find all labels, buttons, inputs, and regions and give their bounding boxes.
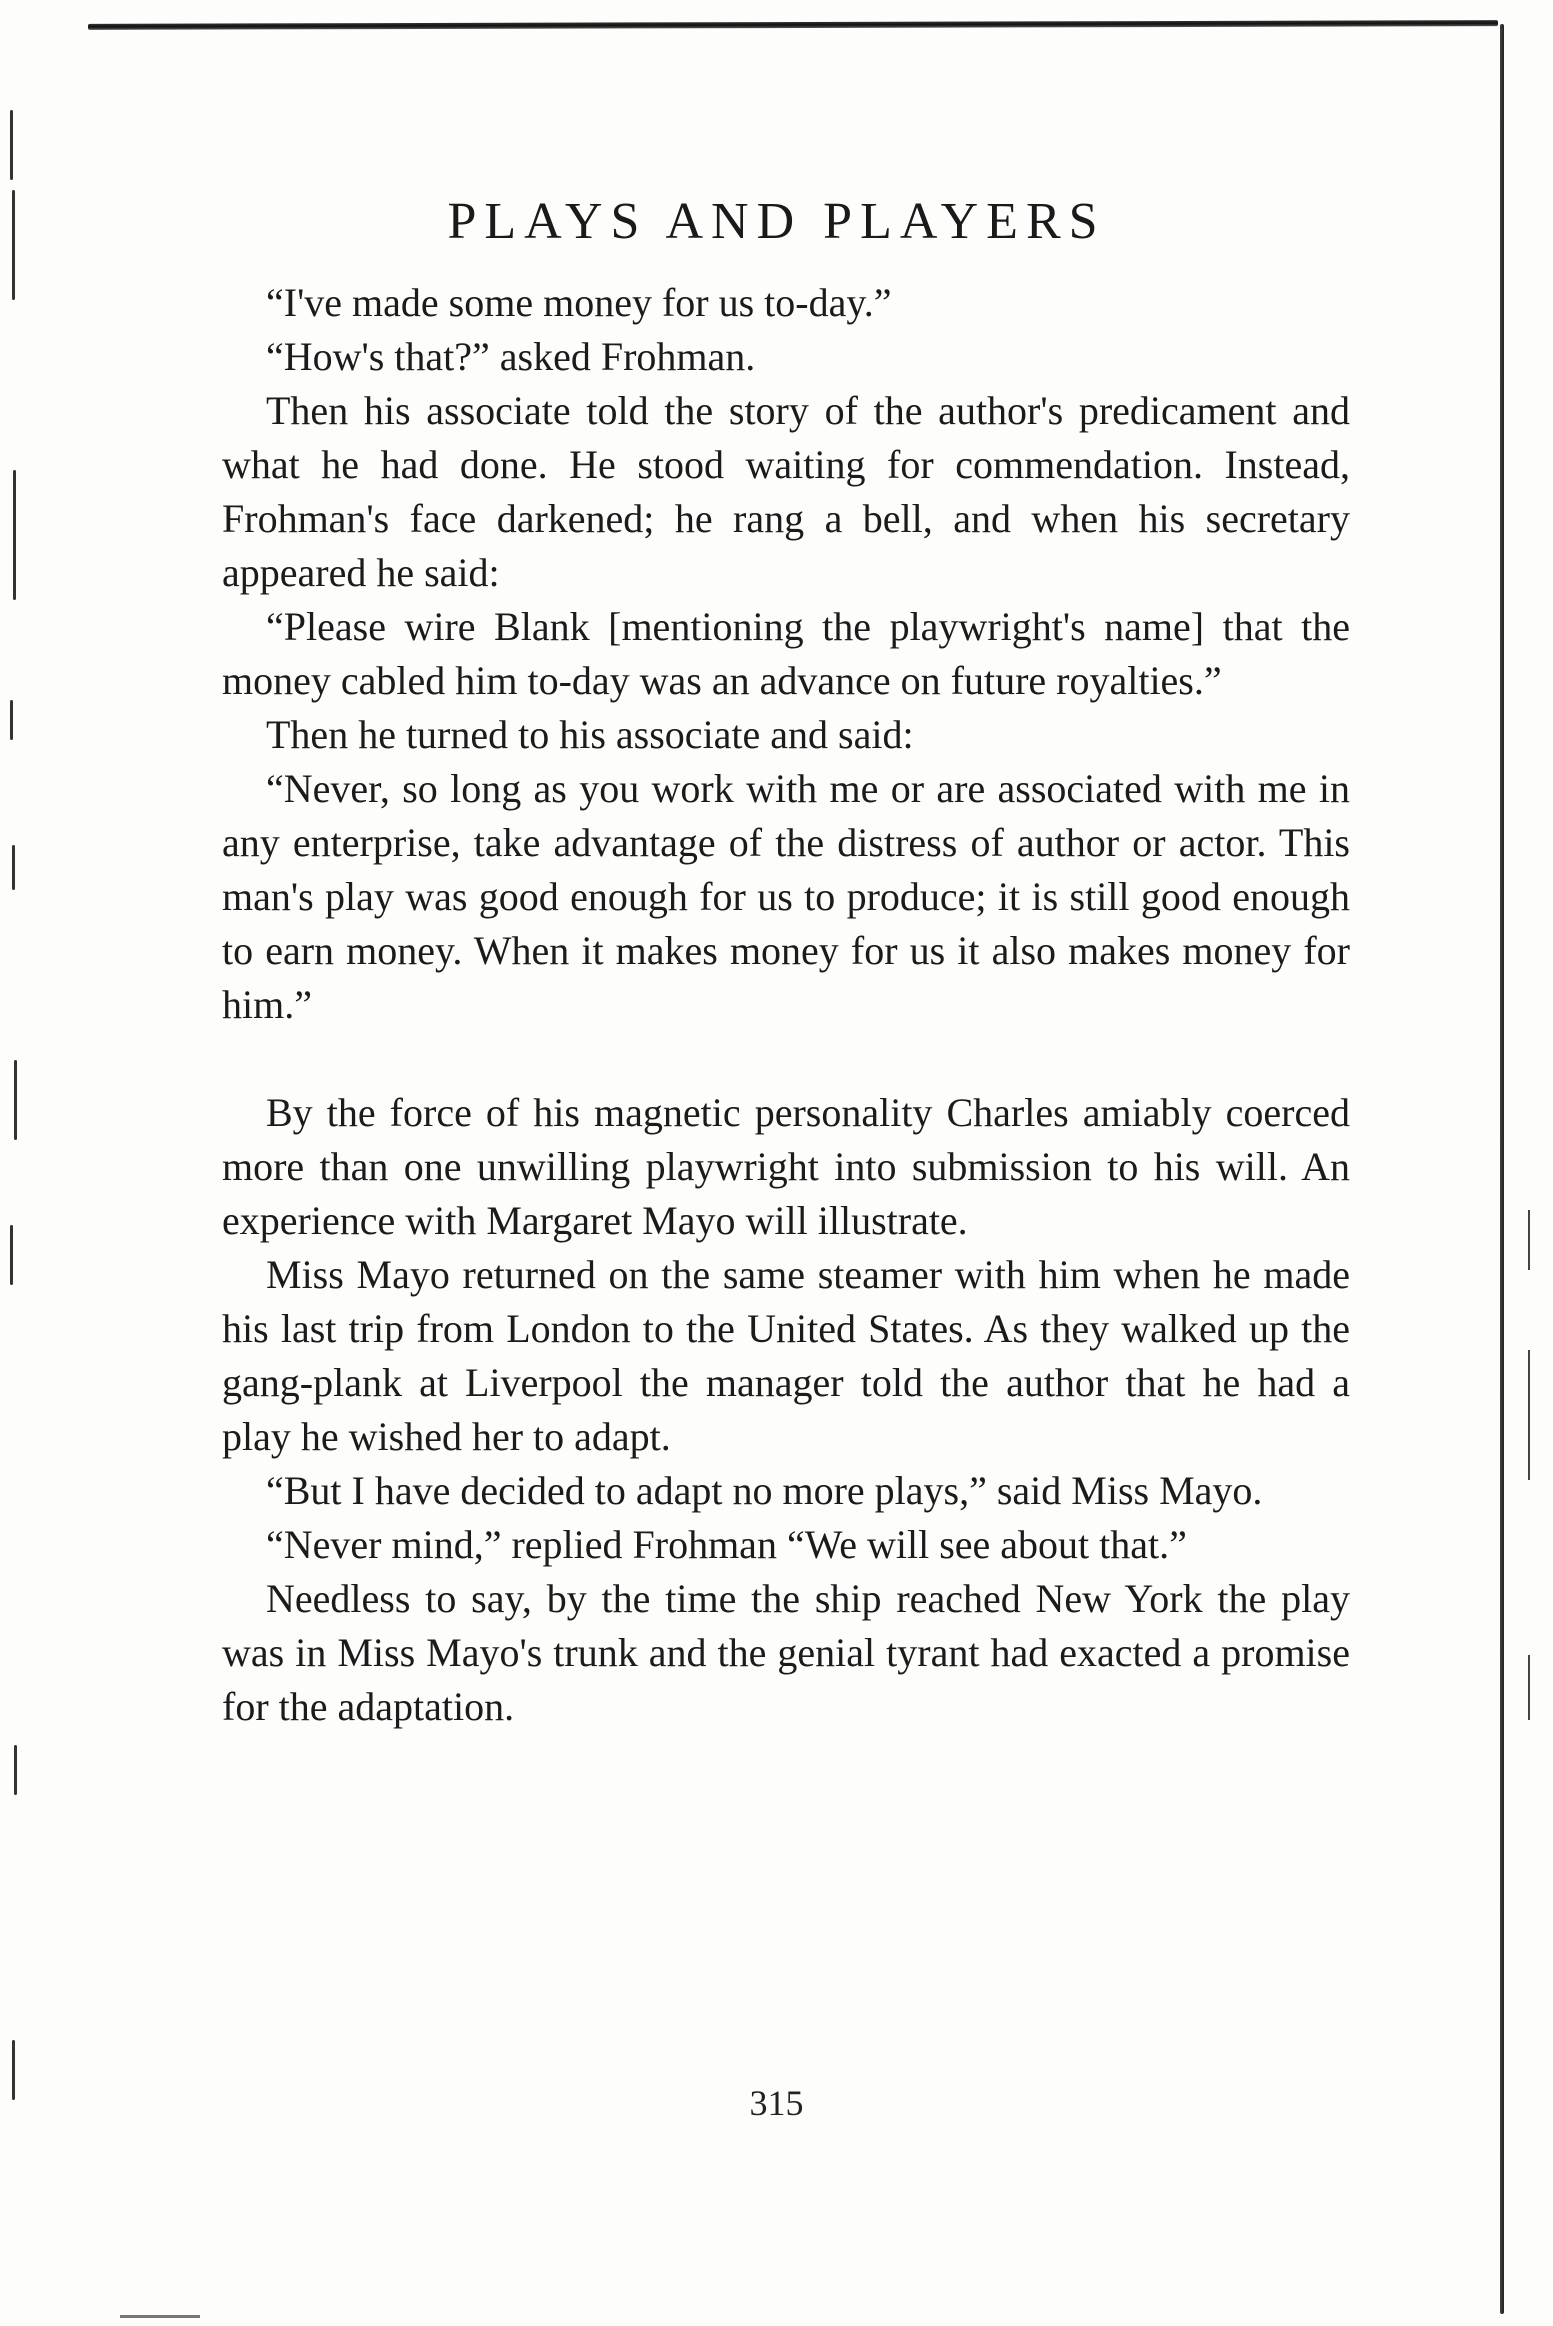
bottom-smudge bbox=[120, 2315, 200, 2318]
paragraph: By the force of his magnetic personality Charles amiably coerced more than one unwilling playwright into submission to his will. An experience with Margaret Mayo will illustrate. bbox=[222, 1090, 1350, 1243]
paragraph: Then he turned to his associate and said: bbox=[266, 712, 914, 757]
right-page-edge bbox=[1500, 24, 1504, 2314]
paragraph: “But I have decided to adapt no more plays,” said Miss Mayo. bbox=[266, 1468, 1263, 1513]
paragraph: “Never mind,” replied Frohman “We will see about that.” bbox=[266, 1522, 1187, 1567]
paragraph: Needless to say, by the time the ship reached New York the play was in Miss Mayo's trunk and the genial tyrant had exacted a promise for the adaptation. bbox=[222, 1576, 1350, 1729]
paragraph: “Please wire Blank [mentioning the playwright's name] that the money cabled him to-day was an advance on future royalties.” bbox=[222, 604, 1350, 703]
running-head: PLAYS AND PLAYERS bbox=[447, 193, 1106, 250]
top-page-edge bbox=[88, 20, 1498, 30]
paragraph: Miss Mayo returned on the same steamer with him when he made his last trip from London to the United States. As they walked up the gang-plank at Liverpool the manager told the author that he had a play he wished her to adapt. bbox=[222, 1252, 1350, 1459]
body-text bbox=[222, 276, 1350, 1734]
paragraph: “I've made some money for us to-day.” bbox=[266, 280, 892, 325]
paragraph: “Never, so long as you work with me or are associated with me in any enterprise, take advantage of the distress of author or actor. This man's play was good enough for us to produce; it is still good enough to earn money. When it makes money for us it also makes money for him.” bbox=[222, 766, 1350, 1027]
paragraph: Then his associate told the story of the author's predicament and what he had done. He stood waiting for commendation. Instead, Frohman's face darkened; he rang a bell, and when his secretary appeared he said: bbox=[222, 388, 1350, 595]
paragraph: “How's that?” asked Frohman. bbox=[266, 334, 756, 379]
page-number: 315 bbox=[749, 2083, 804, 2123]
